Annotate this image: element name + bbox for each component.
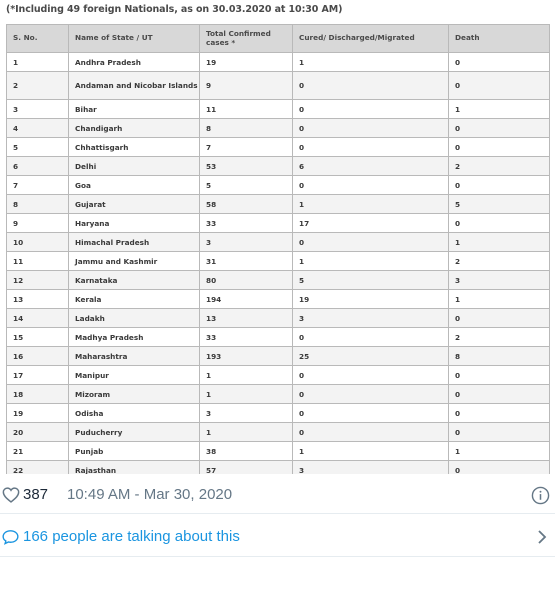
cell-death: 0 [449,366,550,385]
cell-state: Gujarat [69,195,200,214]
cell-sno: 22 [7,461,69,475]
header-confirmed: Total Confirmed cases * [200,25,293,53]
cell-confirmed: 7 [200,138,293,157]
cell-confirmed: 33 [200,328,293,347]
cell-state: Andaman and Nicobar Islands [69,72,200,100]
cell-state: Karnataka [69,271,200,290]
table-row [7,195,550,214]
cell-confirmed: 13 [200,309,293,328]
cell-death: 8 [449,347,550,366]
cell-confirmed: 57 [200,461,293,475]
tweet-meta-row [0,474,555,514]
table-row [7,347,550,366]
cell-sno: 17 [7,366,69,385]
cell-cured: 1 [293,252,449,271]
cell-confirmed: 5 [200,176,293,195]
cell-confirmed: 3 [200,233,293,252]
cell-sno: 3 [7,100,69,119]
cell-sno: 20 [7,423,69,442]
cell-sno: 18 [7,385,69,404]
cell-state: Goa [69,176,200,195]
cell-death: 3 [449,271,550,290]
cell-sno: 8 [7,195,69,214]
cell-confirmed: 19 [200,53,293,72]
cell-sno: 12 [7,271,69,290]
cell-death: 1 [449,442,550,461]
cell-sno: 1 [7,53,69,72]
cell-state: Chandigarh [69,119,200,138]
header-death: Death [449,25,550,53]
table-row [7,233,550,252]
cell-state: Jammu and Kashmir [69,252,200,271]
cell-cured: 19 [293,290,449,309]
tweet-timestamp[interactable]: 10:49 AM - Mar 30, 2020 [67,486,233,503]
cell-sno: 2 [7,72,69,100]
chevron-right-icon[interactable] [536,528,548,546]
cell-state: Haryana [69,214,200,233]
cell-cured: 3 [293,309,449,328]
cell-cured: 5 [293,271,449,290]
header-state: Name of State / UT [69,25,200,53]
cell-sno: 10 [7,233,69,252]
comment-bubble-icon [2,529,19,545]
cell-death: 1 [449,233,550,252]
table-row [7,290,550,309]
cell-death: 1 [449,100,550,119]
cell-death: 0 [449,404,550,423]
people-talking-text[interactable]: 166 people are talking about this [23,528,240,545]
cell-death: 0 [449,461,550,475]
cell-death: 2 [449,252,550,271]
cell-confirmed: 31 [200,252,293,271]
cell-death: 5 [449,195,550,214]
cell-cured: 0 [293,423,449,442]
cell-cured: 0 [293,176,449,195]
table-row [7,157,550,176]
cell-state: Rajasthan [69,461,200,475]
table-row [7,214,550,233]
table-body [7,53,550,475]
table-row [7,176,550,195]
table-row [7,53,550,72]
cell-state: Puducherry [69,423,200,442]
table-row [7,119,550,138]
cell-cured: 1 [293,442,449,461]
cell-death: 0 [449,423,550,442]
table-row [7,404,550,423]
cell-confirmed: 3 [200,404,293,423]
cell-cured: 0 [293,233,449,252]
cell-state: Punjab [69,442,200,461]
table-row [7,385,550,404]
cell-sno: 13 [7,290,69,309]
cell-confirmed: 194 [200,290,293,309]
cell-confirmed: 80 [200,271,293,290]
cell-state: Ladakh [69,309,200,328]
cell-state: Mizoram [69,385,200,404]
cell-sno: 14 [7,309,69,328]
cell-confirmed: 33 [200,214,293,233]
table-row [7,461,550,475]
cell-confirmed: 58 [200,195,293,214]
table-caption: (*Including 49 foreign Nationals, as on 30.03.2020 at 10:30 AM) [6,4,343,15]
cell-confirmed: 193 [200,347,293,366]
cell-cured: 0 [293,385,449,404]
table-row [7,442,550,461]
cell-cured: 17 [293,214,449,233]
cell-state: Odisha [69,404,200,423]
cell-cured: 0 [293,72,449,100]
covid-cases-table [6,24,550,474]
cell-death: 0 [449,309,550,328]
cell-state: Bihar [69,100,200,119]
cell-cured: 1 [293,195,449,214]
table-row [7,72,550,100]
cell-cured: 0 [293,404,449,423]
table-row [7,100,550,119]
cell-death: 1 [449,290,550,309]
cell-death: 0 [449,138,550,157]
cell-death: 0 [449,119,550,138]
cell-sno: 15 [7,328,69,347]
cell-death: 0 [449,214,550,233]
cell-state: Madhya Pradesh [69,328,200,347]
cell-confirmed: 1 [200,385,293,404]
cell-cured: 0 [293,100,449,119]
cell-state: Himachal Pradesh [69,233,200,252]
cell-confirmed: 1 [200,366,293,385]
table-row [7,328,550,347]
cell-state: Maharashtra [69,347,200,366]
cell-state: Manipur [69,366,200,385]
people-talking-link[interactable] [0,515,555,557]
cell-cured: 6 [293,157,449,176]
cell-cured: 0 [293,138,449,157]
cell-death: 2 [449,328,550,347]
cell-sno: 11 [7,252,69,271]
cell-death: 0 [449,72,550,100]
cell-cured: 0 [293,366,449,385]
cell-sno: 7 [7,176,69,195]
table-row [7,423,550,442]
cell-cured: 3 [293,461,449,475]
cell-death: 2 [449,157,550,176]
cell-cured: 0 [293,119,449,138]
cell-state: Andhra Pradesh [69,53,200,72]
cell-confirmed: 11 [200,100,293,119]
info-circle-icon[interactable] [531,486,550,505]
cell-death: 0 [449,176,550,195]
cell-state: Delhi [69,157,200,176]
header-sno: S. No. [7,25,69,53]
table-row [7,366,550,385]
cell-death: 0 [449,53,550,72]
cell-sno: 4 [7,119,69,138]
cell-cured: 0 [293,328,449,347]
cell-state: Kerala [69,290,200,309]
cell-sno: 16 [7,347,69,366]
cell-confirmed: 8 [200,119,293,138]
cell-sno: 5 [7,138,69,157]
cell-confirmed: 53 [200,157,293,176]
header-cured: Cured/ Discharged/Migrated [293,25,449,53]
table-header-row [7,25,550,53]
cell-confirmed: 9 [200,72,293,100]
heart-outline-icon[interactable] [2,487,20,503]
cell-cured: 1 [293,53,449,72]
table-row [7,271,550,290]
cell-sno: 21 [7,442,69,461]
cell-death: 0 [449,385,550,404]
cell-cured: 25 [293,347,449,366]
table-row [7,309,550,328]
cell-confirmed: 1 [200,423,293,442]
table-row [7,138,550,157]
table-row [7,252,550,271]
cell-sno: 9 [7,214,69,233]
like-count[interactable]: 387 [23,486,49,503]
cell-confirmed: 38 [200,442,293,461]
cell-state: Chhattisgarh [69,138,200,157]
cell-sno: 19 [7,404,69,423]
cell-sno: 6 [7,157,69,176]
